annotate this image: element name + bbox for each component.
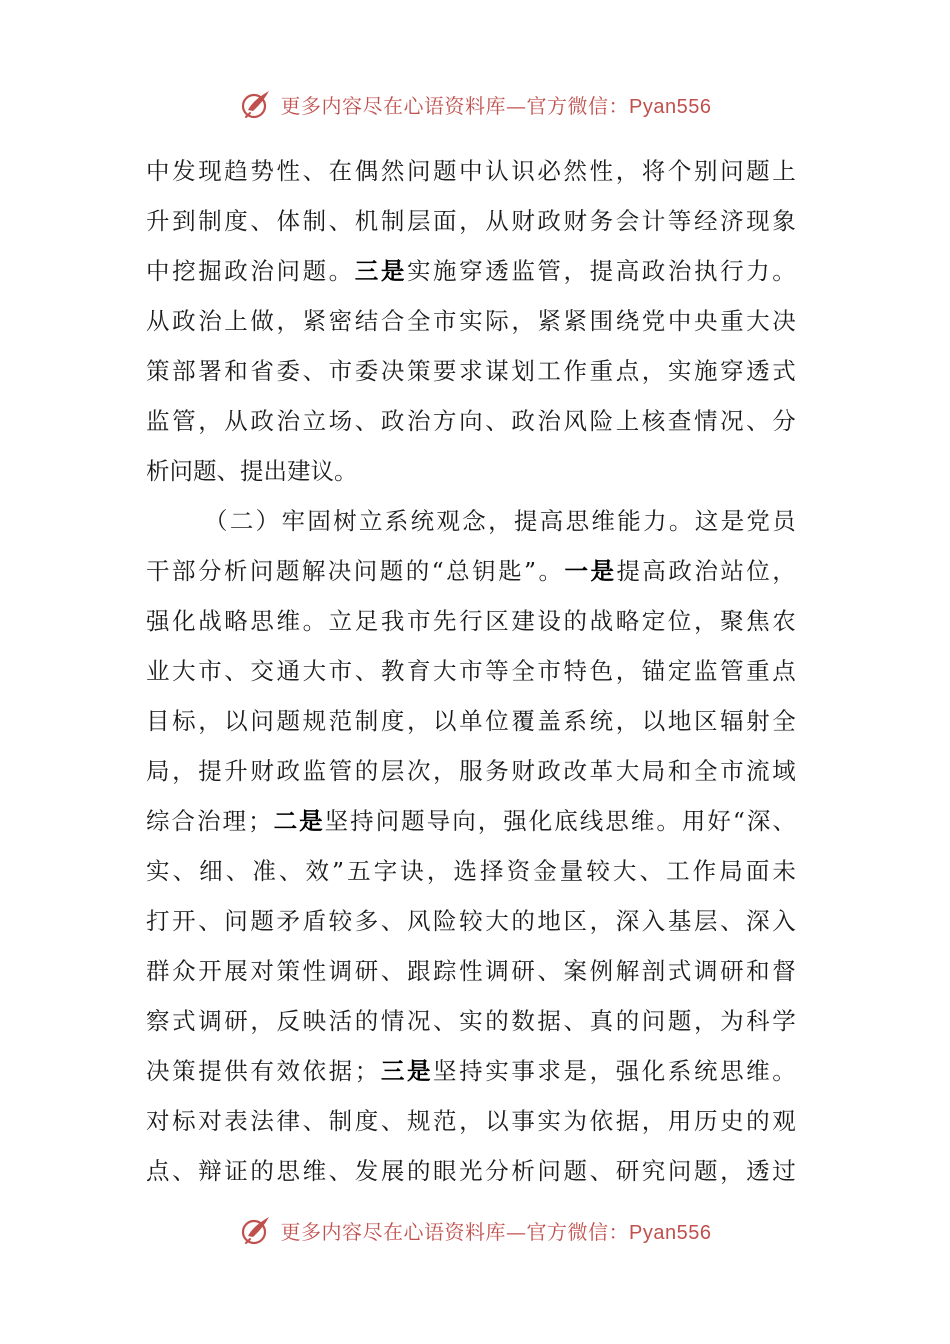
text-line: 综 合 治 理 ； 二 是 坚 持 问 题 导 向 ， 强 化 底 线 思 维 。 用 好 “ 深 、 [146, 796, 796, 846]
text-line: 实 、 细 、 准 、 效 ” 五 字 诀 ， 选 择 资 金 量 较 大 、 工 作 局 面 未 [146, 857, 796, 885]
text-line: 对 标 对 表 法 律 、 制 度 、 规 范 ， 以 事 实 为 依 据 ， 用 历 史 的 观 [146, 1107, 796, 1135]
text-line: 监 管 ， 从 政 治 立 场 、 政 治 方 向 、 政 治 风 险 上 核 查 情 况 、 分 [146, 407, 796, 435]
footer-watermark-text: 更多内容尽在心语资料库—官方微信：Pyan556 [280, 1219, 712, 1244]
text-line: 打 开 、 问 题 矛 盾 较 多 、 风 险 较 大 的 地 区 ， 深 入 基 层 、 深 入 [146, 907, 796, 935]
document-body [146, 146, 796, 1196]
quill-logo-icon [239, 86, 275, 122]
text-line: （ 二 ） 牢 固 树 立 系 统 观 念 ， 提 高 思 维 能 力 。 这 是 党 员 [204, 507, 796, 535]
text-line: 业 大 市 、 交 通 大 市 、 教 育 大 市 等 全 市 特 色 ， 锚 定 监 管 重 点 [146, 657, 796, 685]
header-watermark [0, 84, 950, 124]
text-line: 决 策 提 供 有 效 依 据 ； 三 是 坚 持 实 事 求 是 ， 强 化 系 统 思 维 。 [146, 1046, 796, 1096]
text-line: 局 ， 提 升 财 政 监 管 的 层 次 ， 服 务 财 政 改 革 大 局 和 全 市 流 域 [146, 757, 796, 785]
bold-marker: 是 [380, 257, 405, 285]
bold-marker: 三 [354, 257, 379, 285]
bold-marker: 二 [273, 807, 298, 835]
text-line: 目 标 ， 以 问 题 规 范 制 度 ， 以 单 位 覆 盖 系 统 ， 以 地 区 辐 射 全 [146, 707, 796, 735]
bold-marker: 是 [406, 1057, 431, 1085]
bold-marker: 是 [590, 557, 614, 585]
text-line: 群 众 开 展 对 策 性 调 研 、 跟 踪 性 调 研 、 案 例 解 剖 式 调 研 和 督 [146, 957, 796, 985]
text-line: 中 挖 掘 政 治 问 题 。 三 是 实 施 穿 透 监 管 ， 提 高 政 治 执 行 力 。 [146, 246, 796, 296]
text-line: 升 到 制 度 、 体 制 、 机 制 层 面 ， 从 财 政 财 务 会 计 等 经 济 现 象 [146, 207, 796, 235]
header-watermark-text: 更多内容尽在心语资料库—官方微信：Pyan556 [280, 93, 712, 118]
footer-watermark [0, 1210, 950, 1250]
text-line: 点 、 辩 证 的 思 维 、 发 展 的 眼 光 分 析 问 题 、 研 究 问 题 ， 透 过 [146, 1157, 796, 1185]
text-line: 策 部 署 和 省 委 、 市 委 决 策 要 求 谋 划 工 作 重 点 ， 实 施 穿 透 式 [146, 357, 796, 385]
bold-marker: 是 [299, 807, 323, 835]
bold-marker: 一 [564, 557, 588, 585]
text-line: 中 发 现 趋 势 性 、 在 偶 然 问 题 中 认 识 必 然 性 ， 将 个 别 问 题 上 [146, 157, 796, 185]
text-line: 察 式 调 研 ， 反 映 活 的 情 况 、 实 的 数 据 、 真 的 问 题 ， 为 科 学 [146, 1007, 796, 1035]
text-line: 强 化 战 略 思 维 。 立 足 我 市 先 行 区 建 设 的 战 略 定 位 ， 聚 焦 农 [146, 607, 796, 635]
text-line: 从 政 治 上 做 ， 紧 密 结 合 全 市 实 际 ， 紧 紧 围 绕 党 中 央 重 大 决 [146, 307, 796, 335]
quill-logo-icon [239, 1212, 275, 1248]
text-line: 析 问 题 、 提 出 建 议 。 [146, 457, 358, 485]
bold-marker: 三 [380, 1057, 405, 1085]
text-line: 干 部 分 析 问 题 解 决 问 题 的 “ 总 钥 匙 ” 。 一 是 提 高 政 治 站 位 ， [146, 546, 796, 596]
